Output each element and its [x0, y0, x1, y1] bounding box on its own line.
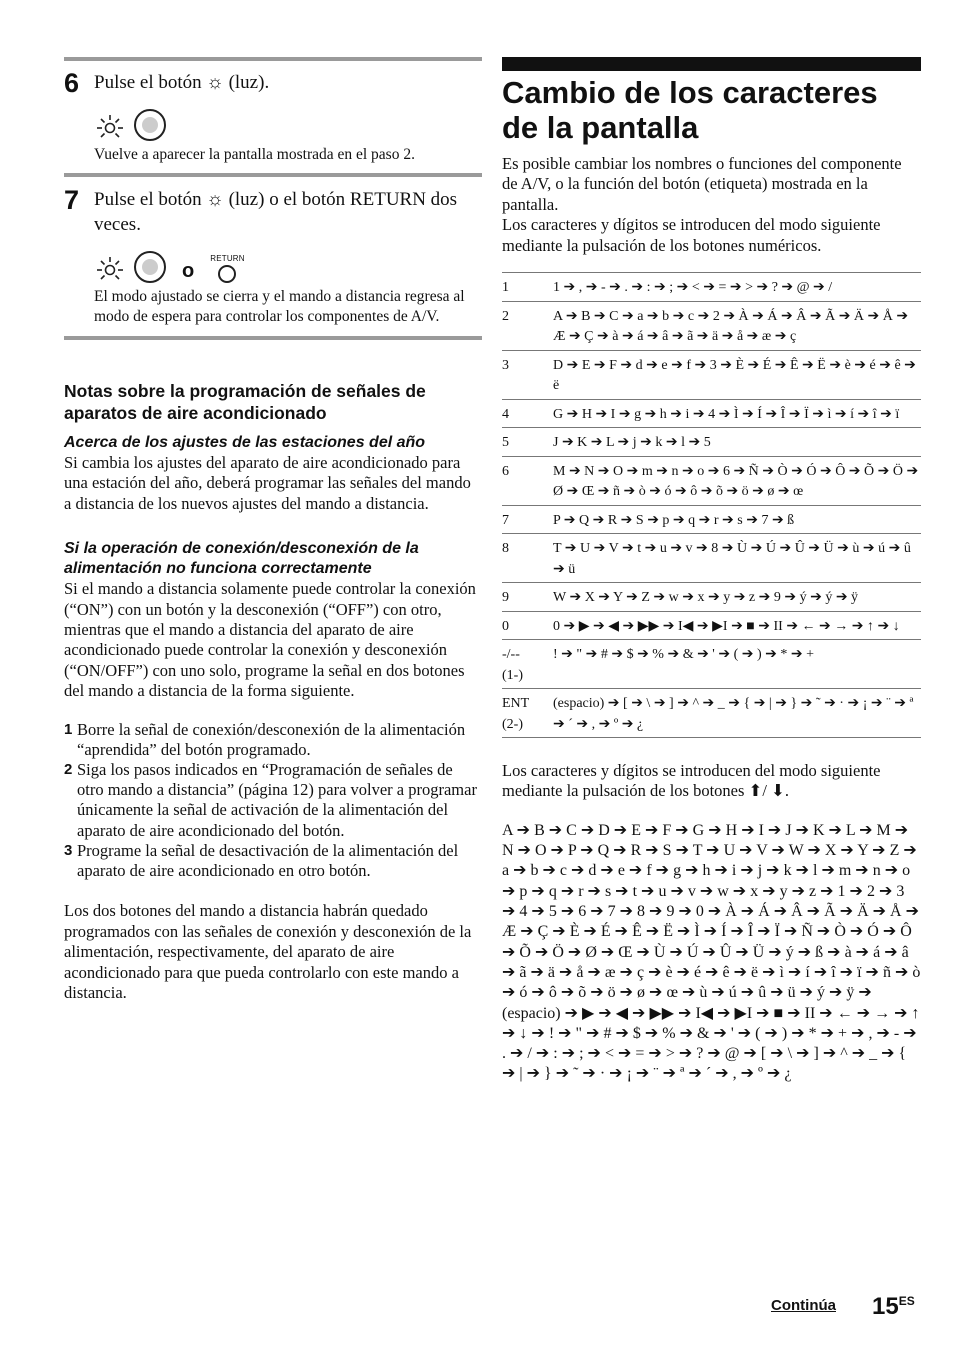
- list-number: 1: [64, 720, 73, 738]
- list-number: 2: [64, 761, 73, 779]
- table-chars: W ➔ X ➔ Y ➔ Z ➔ w ➔ x ➔ y ➔ z ➔ 9 ➔ ý ➔ ý ➔ ÿ: [553, 590, 859, 606]
- light-button-icon: [134, 109, 166, 141]
- page-language: ES: [898, 1294, 915, 1308]
- list-item: [64, 720, 482, 760]
- table-key: 0: [502, 618, 509, 634]
- table-key: ENT (2-): [502, 696, 530, 732]
- title-bar: [502, 57, 921, 71]
- intro-paragraph: Los caracteres y dígitos se introducen del modo siguiente mediante la pulsación de los botones numéricos.: [502, 215, 881, 255]
- continue-label: Continúa: [771, 1297, 836, 1314]
- paragraph: Si el mando a distancia solamente puede controlar la conexión (“ON”) con un botón y la desconexión (“OFF”) con otro, mientras que el mando a distancia del aparato de aire acondicionado puede controlar la conexión y desconexión (“ON/OFF”) con uno solo, programe la señal en dos botones del mando a distancia de la forma siguiente.: [64, 579, 476, 701]
- table-key: 1: [502, 280, 509, 296]
- table-row: [502, 456, 921, 505]
- table-row: [502, 428, 921, 457]
- light-button-icon: [134, 251, 166, 283]
- icon-row: [94, 101, 482, 141]
- table-row: [502, 350, 921, 399]
- light-icon: [94, 255, 124, 283]
- table-key: 6: [502, 463, 509, 479]
- subheading-power: Si la operación de conexión/desconexión de la alimentación no funciona correctamente: [64, 540, 419, 578]
- character-table: [502, 272, 921, 738]
- right-column: [502, 57, 921, 1085]
- table-chars: P ➔ Q ➔ R ➔ S ➔ p ➔ q ➔ r ➔ s ➔ 7 ➔ ß: [553, 512, 795, 528]
- table-key: 3: [502, 357, 509, 373]
- return-button-icon: [210, 254, 245, 283]
- table-key: 5: [502, 435, 509, 451]
- table-chars: (espacio) ➔ [ ➔ \ ➔ ] ➔ ^ ➔ _ ➔ { ➔ | ➔ } ➔ ˜ ➔ · ➔ ¡ ➔ ¨ ➔ ª ➔ ´ ➔ , ➔ º ➔ ¿: [553, 696, 914, 732]
- table-row: [502, 399, 921, 428]
- subheading-seasons: Acerca de los ajustes de las estaciones del año: [64, 434, 426, 451]
- step-note: Vuelve a aparecer la pantalla mostrada en el paso 2.: [94, 146, 415, 163]
- return-circle-icon: [218, 265, 236, 283]
- intro-paragraph: Los caracteres y dígitos se introducen del modo siguiente mediante la pulsación de los botones ⬆/ ⬇.: [502, 761, 881, 801]
- return-label: RETURN: [210, 254, 245, 263]
- list-number: 3: [64, 841, 73, 859]
- table-chars: T ➔ U ➔ V ➔ t ➔ u ➔ v ➔ 8 ➔ Ù ➔ Ú ➔ Û ➔ Ü ➔ ù ➔ ú ➔ û ➔ ü: [553, 541, 911, 577]
- table-chars: D ➔ E ➔ F ➔ d ➔ e ➔ f ➔ 3 ➔ È ➔ É ➔ Ê ➔ Ë ➔ è ➔ é ➔ ê ➔ ë: [553, 357, 916, 394]
- divider: [64, 173, 482, 177]
- character-sequence: A ➔ B ➔ C ➔ D ➔ E ➔ F ➔ G ➔ H ➔ I ➔ J ➔ K ➔ L ➔ M ➔ N ➔ O ➔ P ➔ Q ➔ R ➔ S ➔ T ➔ U ➔ V ➔ W ➔ X ➔ Y ➔ Z ➔ a ➔ b ➔ c ➔ d ➔ e ➔ f ➔ g ➔ h ➔ i ➔ j ➔ k ➔ l ➔ m ➔ n ➔ o ➔ p ➔ q ➔ r ➔ s ➔ t ➔ u ➔ v ➔ w ➔ x ➔ y ➔ z ➔ 1 ➔ 2 ➔ 3 ➔ 4 ➔ 5 ➔ 6 ➔ 7 ➔ 8 ➔ 9 ➔ 0 ➔ À ➔ Á ➔ Â ➔ Ã ➔ Ä ➔ Å ➔ Æ ➔ Ç ➔ È ➔ É ➔ Ê ➔ Ë ➔ Ì ➔ Í ➔ Î ➔ Ï ➔ Ñ ➔ Ò ➔ Ó ➔ Ô ➔ Õ ➔ Ö ➔ Ø ➔ Œ ➔ Ù ➔ Ú ➔ Û ➔ Ü ➔ ý ➔ ß ➔ à ➔ á ➔ â ➔ ã ➔ ä ➔ å ➔ æ ➔ ç ➔ è ➔ é ➔ ê ➔ ë ➔ ì ➔ í ➔ î ➔ ï ➔ ñ ➔ ò ➔ ó ➔ ô ➔ õ ➔ ö ➔ ø ➔ œ ➔ ù ➔ ú ➔ û ➔ ü ➔ ý ➔ ÿ ➔ (espacio) ➔ ▶ ➔ ◀ ➔ ▶▶ ➔ I◀ ➔ ▶I ➔ ■ ➔ II ➔ ← ➔ → ➔ ↑ ➔ ↓ ➔ ! ➔ " ➔ # ➔ $ ➔ % ➔ & ➔ ' ➔ ( ➔ ) ➔ * ➔ + ➔ , ➔ - ➔ . ➔ / ➔ : ➔ ; ➔ < ➔ = ➔ > ➔ ? ➔ @ ➔ [ ➔ \ ➔ ] ➔ ^ ➔ _ ➔ { ➔ | ➔ } ➔ ˜ ➔ · ➔ ¡ ➔ ¨ ➔ ª ➔ ´ ➔ , ➔ º ➔ ¿: [502, 821, 921, 1083]
- table-chars: 0 ➔ ▶ ➔ ◀ ➔ ▶▶ ➔ I◀ ➔ ▶I ➔ ■ ➔ II ➔ ← ➔ → ➔ ↑ ➔ ↓: [553, 618, 900, 634]
- table-key: -/-- (1-): [502, 647, 523, 683]
- list-text: Programe la señal de desactivación de la alimentación del aparato de aire acondicionado en otro botón.: [77, 840, 459, 881]
- table-row: [502, 583, 921, 612]
- table-key: 7: [502, 512, 509, 528]
- page-number-value: 15: [872, 1293, 899, 1320]
- table-key: 9: [502, 590, 509, 606]
- step-number: 6: [64, 68, 80, 98]
- paragraph: Si cambia los ajustes del aparato de aire acondicionado para una estación del año, deberá programar las señales del mando a distancia de los nuevos ajustes del mando a distancia.: [64, 453, 471, 513]
- table-chars: G ➔ H ➔ I ➔ g ➔ h ➔ i ➔ 4 ➔ Ì ➔ Í ➔ Î ➔ Ï ➔ ì ➔ í ➔ î ➔ ï: [553, 406, 900, 422]
- table-chars: A ➔ B ➔ C ➔ a ➔ b ➔ c ➔ 2 ➔ À ➔ Á ➔ Â ➔ Ã ➔ Ä ➔ Å ➔ Æ ➔ Ç ➔ à ➔ á ➔ â ➔ ã ➔ ä ➔ å ➔ æ ➔ ç: [553, 308, 909, 345]
- left-column: [64, 57, 482, 1003]
- table-row: [502, 640, 921, 689]
- top-rule: [64, 57, 482, 61]
- notes-heading: Notas sobre la programación de señales de aparatos de aire acondicionado: [64, 381, 426, 423]
- table-chars: M ➔ N ➔ O ➔ m ➔ n ➔ o ➔ 6 ➔ Ñ ➔ Ò ➔ Ó ➔ Ô ➔ Õ ➔ Ö ➔ Ø ➔ Œ ➔ ñ ➔ ò ➔ ó ➔ ô ➔ õ ➔ ö ➔ ø ➔ œ: [553, 463, 919, 500]
- step-7: [64, 187, 482, 327]
- table-row: [502, 301, 921, 350]
- step-number: 7: [64, 185, 80, 215]
- icon-row: [94, 243, 482, 283]
- step-note: El modo ajustado se cierra y el mando a distancia regresa al modo de espera para controlar los componentes de A/V.: [94, 288, 465, 325]
- table-row: [502, 505, 921, 534]
- table-row: [502, 689, 921, 738]
- list-text: Borre la señal de conexión/desconexión de la alimentación “aprendida” del botón programado.: [77, 719, 466, 759]
- or-separator: o: [182, 260, 195, 282]
- section-title: Cambio de los caracteres de la pantalla: [502, 75, 878, 145]
- table-key: 4: [502, 406, 509, 422]
- step-6: [64, 70, 482, 165]
- table-key: 2: [502, 308, 509, 324]
- intro-paragraph: Es posible cambiar los nombres o funciones del componente de A/V, o la función del botón (etiqueta) mostrada en la pantalla.: [502, 154, 902, 214]
- table-row: [502, 273, 921, 302]
- table-chars: J ➔ K ➔ L ➔ j ➔ k ➔ l ➔ 5: [553, 435, 711, 451]
- numbered-list: [64, 720, 482, 882]
- page-number: [872, 1293, 915, 1321]
- divider: [64, 336, 482, 340]
- table-row: [502, 611, 921, 640]
- table-chars: ! ➔ " ➔ # ➔ $ ➔ % ➔ & ➔ ' ➔ ( ➔ ) ➔ * ➔ +: [553, 647, 814, 663]
- table-key: 8: [502, 541, 509, 557]
- light-icon: [94, 113, 124, 141]
- list-text: Siga los pasos indicados en “Programación de señales de otro mando a distancia” (página 12) para volver a programar únicamente la señal de activación de la alimentación del aparato de aire acondicionado del botón.: [77, 760, 477, 840]
- paragraph: Los dos botones del mando a distancia habrán quedado programados con las señales de conexión y desconexión de la alimentación, respectivamente, del aparato de aire acondicionado para que pueda controlarlo con este mando a distancia.: [64, 901, 472, 1002]
- step-title: Pulse el botón ☼ (luz) o el botón RETURN dos veces.: [94, 189, 458, 235]
- table-chars: 1 ➔ , ➔ - ➔ . ➔ : ➔ ; ➔ < ➔ = ➔ > ➔ ? ➔ @ ➔ /: [553, 280, 833, 296]
- table-row: [502, 534, 921, 583]
- list-item: [64, 760, 482, 841]
- list-item: [64, 841, 482, 881]
- step-title: Pulse el botón ☼ (luz).: [94, 72, 270, 93]
